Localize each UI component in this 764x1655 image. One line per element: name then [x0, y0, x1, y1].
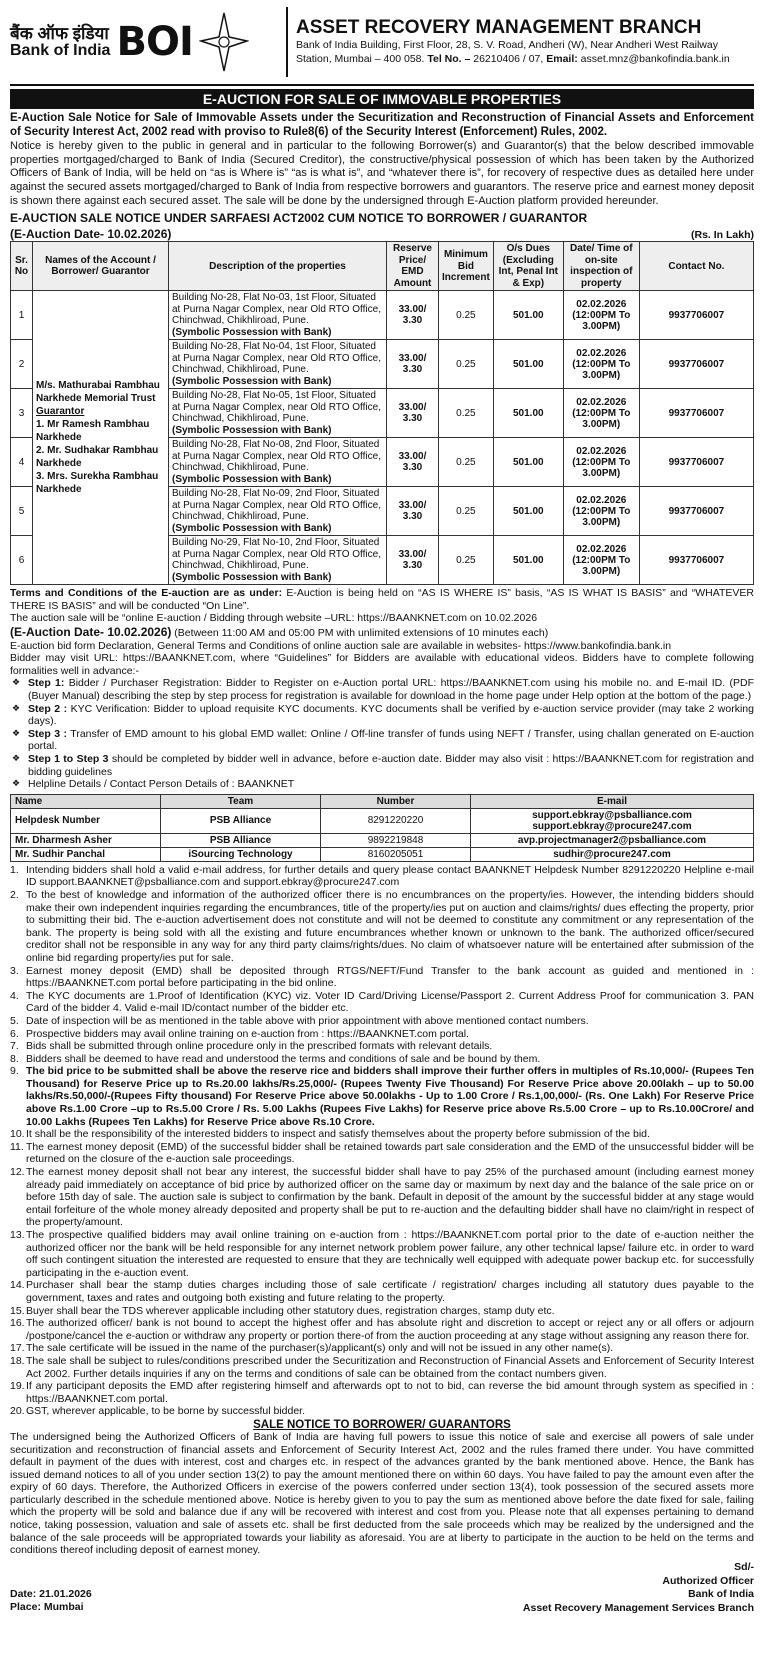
step-text: Bidder / Purchaser Registration: Bidder to Register on e-Auction portal URL: https://BAANKNET.com using his mobile no. and E-mail ID. (PDF (Buyer Manual) describing the step by step process for registration is available for download in the home page under Help option at the bottom of the page.): [28, 677, 754, 703]
condition-item: [10, 1028, 754, 1041]
step-item: [10, 703, 754, 728]
row-min-bid: 0.25: [439, 340, 494, 389]
row-description: [169, 438, 387, 487]
step-text: should be completed by bidder well in advance, before e-auction date. Bidder may also visit : https://BAANKNET.com for registration and bidding guidelines: [28, 753, 754, 778]
table-header-row: [11, 242, 754, 291]
condition-number: 7.: [10, 1040, 19, 1053]
row-min-bid: 0.25: [439, 291, 494, 340]
terms-line-4: Bidder may visit URL: https://BAANKNET.com, where “Guidelines” for Bidders are available with educational videos. Bidders have to complete following formalities well in advance:-: [10, 652, 754, 677]
condition-item: [10, 1229, 754, 1279]
step-item: [10, 728, 754, 753]
contact-name: Mr. Sudhir Panchal: [11, 847, 161, 861]
condition-number: 8.: [10, 1052, 19, 1065]
condition-number: 12.: [10, 1166, 25, 1179]
terms-line-3: E-auction bid form Declaration, General Terms and Conditions of online auction sale are available in websites- https://www.bankofindia.bank.in: [10, 639, 672, 652]
intro-text: Notice is hereby given to the public in general and in particular to the following Borrower(s) and Guarantor(s) that the below described immovable properties mortgaged/charged to Bank of India (Secured Creditor), the constructive/physical possession of which has been taken by the Authorized Officers of Bank of India, will be held on “as is Where is” “as is what is”, and “whatever there is”, for recovery of respective dues as detailed here under against the secured assets mortgaged/charged to Bank of India from respective borrowers and guarantors. The reserve price and earnest money deposit is shown there against each secured asset. The sale will be done by the undersigned through E-Auction platform provided hereunder.: [10, 139, 754, 207]
condition-item: [10, 1279, 754, 1304]
row-sr: 6: [11, 536, 33, 585]
condition-item: [10, 1166, 754, 1229]
condition-item: [10, 1380, 754, 1405]
condition-number: 3.: [10, 964, 19, 977]
footer-branch: Asset Recovery Management Services Branch: [522, 1602, 754, 1615]
contact-name: Mr. Dharmesh Asher: [11, 833, 161, 847]
logo-hindi: बैंक ऑफ इंडिया: [10, 23, 109, 43]
th-names: Names of the Account / Borrower/ Guarantor: [33, 242, 169, 291]
row-contact: 9937706007: [639, 487, 753, 536]
row-dues: 501.00: [493, 487, 563, 536]
contact-team: PSB Alliance: [161, 808, 321, 833]
row-reserve: 33.00/ 3.30: [387, 389, 439, 438]
condition-number: 1.: [10, 863, 19, 876]
condition-text: Intending bidders shall hold a valid e-mail address, for further details and query please contact BAANKNET Helpdesk Number 8291220220 Helpline e-mail ID support.BAANKNET@psballiance.com and support.ebkray@procure247.com: [26, 863, 754, 889]
condition-text: The bid price to be submitted shall be above the reserve rice and bidders shall improve their further offers in multiples of Rs.10,000/- (Rupees Ten Thousand) for Reserve Price up to Rs.20.00 lakhs/Rs.25,000/- (Rupees Twenty Five Thousand) For Reserve Price above 20.00lakh – up to 50.00 lakhs/Rs.50,000/-(Rupees Fifty thousand) For Reserve Price above 50.00lakhs - Up to 1.00 Crore / Rs.1,00,000/- (Rs. One Lakh) For Reserve Price above Rs.1.00 Crore –up to Rs.5.00 Crore / Rs. 5.00 Lakhs (Rupees Five Lakhs) for Reserve price above Rs.5.00 Crore – up to Rs.10.00Crore/ and 10.00 Lakhs (Rupees Ten Lakhs) for Reserve Price above Rs.10 Crore.: [26, 1065, 754, 1128]
borrower-cell: [33, 291, 169, 585]
row-dues: 501.00: [493, 389, 563, 438]
condition-text: Buyer shall bear the TDS wherever applicable including other statutory dues, registration charges, stamp duty etc.: [26, 1304, 555, 1317]
contact-th-team: Team: [161, 794, 321, 808]
th-min-bid: Minimum Bid Increment: [439, 242, 494, 291]
possession-status: (Symbolic Possession with Bank): [172, 473, 332, 485]
step-text: Helpline Details / Contact Person Details of : BAANKNET: [28, 778, 295, 791]
branch-address: [296, 39, 754, 66]
row-dues: 501.00: [493, 536, 563, 585]
step-text: Transfer of EMD amount to his global EMD wallet: Online / Off-line transfer of funds using NEFT / Transfer, using challan generated on E-auction portal.: [28, 727, 754, 753]
logo-english: Bank of India: [10, 41, 111, 59]
branch-info: [296, 17, 754, 66]
condition-number: 18.: [10, 1354, 25, 1367]
condition-text: Bidders shall be deemed to have read and understood the terms and conditions of sale and be bound by them.: [26, 1052, 541, 1065]
possession-status: (Symbolic Possession with Bank): [172, 571, 332, 583]
th-sr: Sr. No: [11, 242, 33, 291]
amount-unit: (Rs. In Lakh): [690, 229, 754, 242]
condition-item: [10, 1141, 754, 1166]
condition-number: 20.: [10, 1405, 25, 1418]
condition-text: GST, wherever applicable, to be borne by successful bidder.: [26, 1405, 305, 1418]
condition-item: [10, 1317, 754, 1342]
terms-line-1: E-Auction is being held on “AS IS WHERE IS” basis, “AS IS WHAT IS BASIS” and “WHATEVER THERE IS BASIS” and will be conducted “On Line”.: [10, 587, 754, 612]
address-line-1: Bank of India Building, First Floor, 28, S. V. Road, Andheri (W), Near Andheri West Railway: [296, 39, 718, 52]
tel-label: Tel No. –: [427, 53, 471, 65]
step-label: Step 1:: [28, 677, 65, 690]
contact-header-row: [11, 794, 754, 808]
terms-intro: [10, 587, 754, 612]
notice-page: [10, 0, 754, 1616]
terms-line-2: The auction sale will be “online E-auction / Bidding through website –URL: https://BAANKNET.com on 10.02.2026: [10, 612, 538, 625]
possession-status: (Symbolic Possession with Bank): [172, 375, 332, 387]
step-label: Step 2 :: [28, 702, 68, 715]
th-date: Date/ Time of on-site inspection of property: [563, 242, 639, 291]
footer-bank: Bank of India: [688, 1588, 754, 1601]
condition-item: [10, 1053, 754, 1066]
th-contact: Contact No.: [639, 242, 753, 291]
terms-date-rest: (Between 11:00 AM and 05:00 PM with unlimited extensions of 10 minutes each): [171, 627, 549, 640]
address-line-2: Station, Mumbai – 400 058.: [296, 53, 428, 65]
condition-text: The prospective qualified bidders may avail online training on e-auction from : https://BAANKNET.com portal prior to the date of e-auction neither the authorized officer nor the bank will be held responsible for any internet network problem power failure, any other technical lapse/ failure etc. in order to ward off such contingent situation the interested are requested to ensure that they are technically well equipped with adequate power backup etc. for successfully participating in the e-auction event.: [26, 1229, 754, 1279]
terms-title: Terms and Conditions of the E-auction are as under:: [10, 587, 283, 600]
notice-banner: E-AUCTION FOR SALE OF IMMOVABLE PROPERTIES: [10, 89, 754, 109]
email-value: asset.mnz@bankofindia.bank.in: [577, 53, 730, 65]
condition-text: It shall be the responsibility of the interested bidders to inspect and satisfy themselves about the property before submission of the bid.: [26, 1128, 650, 1141]
tel-value: 26210406 / 07,: [470, 53, 547, 65]
guarantor-2: 2. Mr. Sudhakar Rambhau Narkhede: [36, 445, 159, 470]
sale-notice-title: SALE NOTICE TO BORROWER/ GUARANTORS: [253, 1418, 511, 1431]
row-contact: 9937706007: [639, 536, 753, 585]
contact-row: [11, 833, 754, 847]
step-label: Step 3 :: [28, 727, 68, 740]
row-date: 02.02.2026 (12:00PM To 3.00PM): [563, 438, 639, 487]
header: [10, 0, 754, 86]
condition-item: [10, 1015, 754, 1028]
contact-table: [10, 794, 754, 862]
row-date: 02.02.2026 (12:00PM To 3.00PM): [563, 340, 639, 389]
property-description: Building No-29, Flat No-10, 2nd Floor, Situated at Purna Nagar Complex, near Old RTO Office, Chinchwad, Chikhliroad, Pune.: [172, 537, 381, 572]
logo-mark: BOI: [116, 19, 193, 65]
condition-number: 16.: [10, 1317, 25, 1330]
condition-number: 5.: [10, 1014, 19, 1027]
property-description: Building No-28, Flat No-05, 1st Floor, Situated at Purna Nagar Complex, near Old RTO Office, Chinchwad, Chikhliroad, Pune.: [172, 390, 381, 425]
guarantor-3: 3. Mrs. Surekha Rambhau Narkhede: [36, 471, 159, 496]
contact-email: support.ebkray@psballiance.com support.ebkray@procure247.com: [471, 808, 754, 833]
row-min-bid: 0.25: [439, 389, 494, 438]
row-sr: 2: [11, 340, 33, 389]
auction-date: (E-Auction Date- 10.02.2026): [10, 226, 172, 241]
condition-number: 15.: [10, 1304, 25, 1317]
contact-row: [11, 808, 754, 833]
row-contact: 9937706007: [639, 389, 753, 438]
step-label: Step 1 to Step 3: [28, 753, 109, 765]
intro-heading: E-Auction Sale Notice for Sale of Immovable Assets under the Securitization and Reconstruction of Financial Assets and Enforcement of Security Interest Act, 2002 read with proviso to Rule8(6) of the Security Interest (Enforcement) Rules, 2002.: [10, 112, 754, 139]
steps-list: [10, 677, 754, 790]
condition-text: Prospective bidders may avail online training on e-auction from : https://BAANKNET.com portal.: [26, 1027, 469, 1040]
condition-number: 9.: [10, 1065, 19, 1078]
contact-email: sudhir@procure247.com: [471, 847, 754, 861]
footer: [10, 1575, 754, 1616]
branch-title: ASSET RECOVERY MANAGEMENT BRANCH: [296, 17, 702, 39]
contact-number: 9892219848: [321, 833, 471, 847]
guarantor-1: 1. Mr Ramesh Rambhau Narkhede: [36, 419, 150, 444]
row-reserve: 33.00/ 3.30: [387, 536, 439, 585]
row-contact: 9937706007: [639, 291, 753, 340]
condition-number: 17.: [10, 1342, 25, 1355]
condition-item: [10, 1342, 754, 1355]
borrower-name: M/s. Mathurabai Rambhau Narkhede Memorial Trust: [36, 380, 160, 405]
condition-item: [10, 1355, 754, 1380]
row-description: [169, 536, 387, 585]
row-min-bid: 0.25: [439, 438, 494, 487]
row-description: [169, 291, 387, 340]
row-reserve: 33.00/ 3.30: [387, 340, 439, 389]
row-dues: 501.00: [493, 291, 563, 340]
header-divider: [286, 7, 288, 77]
condition-item: [10, 1305, 754, 1318]
row-sr: 5: [11, 487, 33, 536]
signature-sd: Sd/-: [734, 1560, 754, 1573]
bank-logo: [10, 11, 280, 73]
contact-number: 8291220220: [321, 808, 471, 833]
property-table: [10, 241, 754, 585]
property-description: Building No-28, Flat No-08, 2nd Floor, Situated at Purna Nagar Complex, near Old RTO Office, Chinchwad, Chikhliroad, Pune.: [172, 439, 381, 474]
condition-item: [10, 1065, 754, 1128]
row-dues: 501.00: [493, 438, 563, 487]
contact-th-email: E-mail: [471, 794, 754, 808]
sale-notice-text: The undersigned being the Authorized Officers of Bank of India are having full powers to issue this notice of sale and exercise all powers of sale under securitization and reconstruction of financial assets and Enforcement of Security Interest Act, 2002 and the rules framed there under. You have committed default in payment of the dues with interest, cost and charges etc. in respect of the advances granted by the bank mentioned above. Hence, the Bank has issued demand notices to all of you under section 13(2) to pay the amount mentioned there on within 60 days. You have failed to pay the amount even after the expiry of 60 days. Therefore, the Authorized Officers in exercise of the powers conferred under section 13(4), took possession of the secured assets more particularly described in the schedule mentioned above. Notice is hereby given to you to pay the sum as mentioned above before the date fixed for sale, failing which the property will be sold and balance due if any will be recovered with interest and cost from you. Please note that all expenses pertaining to demand notice, taking possession, valuation and sale of assets etc. shall be first deducted from the sale proceeds which may be realized by the undersigned and the balance of the sale proceeds will be appropriated towards your liability as aforesaid. You are at liberty to participate in the auction to be held on the terms and conditions thereof including deposit of earnest money.: [10, 1430, 754, 1557]
contact-number: 8160205051: [321, 847, 471, 861]
condition-text: If any participant deposits the EMD after registering himself and afterwards opt to not to bid, can reverse the bid amount through system as specified in : https://BAANKNET.com portal.: [26, 1380, 754, 1405]
th-dues: O/s Dues (Excluding Int, Penal Int & Exp): [493, 242, 563, 291]
property-description: Building No-28, Flat No-03, 1st Floor, Situated at Purna Nagar Complex, near Old RTO Office, Chinchwad, Chikhliroad, Pune.: [172, 292, 381, 327]
row-min-bid: 0.25: [439, 536, 494, 585]
condition-item: [10, 1405, 754, 1418]
condition-text: The KYC documents are 1.Proof of Identification (KYC) viz. Voter ID Card/Driving License/Passport 2. Current Address Proof for communication 3. PAN Card of the bidder 4. Valid e-mail ID/contact number of the bidder etc.: [26, 989, 754, 1015]
condition-text: The authorized officer/ bank is not bound to accept the highest offer and has absolute right and discretion to accept or reject any or all offers or adjourn /postpone/cancel the e-auction or withdraw any property or portion there-of from the auction proceeding at any stage without assigning any reason there for.: [26, 1317, 754, 1342]
condition-number: 2.: [10, 888, 19, 901]
row-min-bid: 0.25: [439, 487, 494, 536]
row-reserve: 33.00/ 3.30: [387, 291, 439, 340]
condition-item: [10, 965, 754, 990]
row-date: 02.02.2026 (12:00PM To 3.00PM): [563, 389, 639, 438]
row-reserve: 33.00/ 3.30: [387, 487, 439, 536]
row-date: 02.02.2026 (12:00PM To 3.00PM): [563, 291, 639, 340]
contact-th-number: Number: [321, 794, 471, 808]
step-item: [10, 753, 754, 778]
contact-team: iSourcing Technology: [161, 847, 321, 861]
condition-item: [10, 1128, 754, 1141]
row-contact: 9937706007: [639, 340, 753, 389]
th-desc: Description of the properties: [169, 242, 387, 291]
condition-number: 10.: [10, 1128, 25, 1141]
step-item: [10, 778, 754, 791]
terms-date-bold: (E-Auction Date- 10.02.2026): [10, 625, 172, 640]
condition-number: 4.: [10, 989, 19, 1002]
guarantor-label: Guarantor: [36, 406, 85, 418]
property-description: Building No-28, Flat No-09, 2nd Floor, Situated at Purna Nagar Complex, near Old RTO Office, Chinchwad, Chikhliroad, Pune.: [172, 488, 381, 523]
condition-number: 13.: [10, 1229, 25, 1241]
footer-officer: Authorized Officer: [662, 1574, 754, 1587]
row-sr: 4: [11, 438, 33, 487]
possession-status: (Symbolic Possession with Bank): [172, 424, 332, 436]
row-description: [169, 340, 387, 389]
th-reserve: Reserve Price/ EMD Amount: [387, 242, 439, 291]
condition-number: 14.: [10, 1279, 25, 1292]
condition-text: Date of inspection will be as mentioned in the table above with prior appointment with above mentioned contact numbers.: [26, 1014, 589, 1027]
row-reserve: 33.00/ 3.30: [387, 438, 439, 487]
contact-row: [11, 847, 754, 861]
condition-text: Purchaser shall bear the stamp duties charges including those of sale certificate / registration/ charges including all statutory dues payable to the government, taxes and rates and outgoing both existing and future relating to the property.: [26, 1279, 754, 1304]
step-text: KYC Verification: Bidder to upload requisite KYC documents. KYC documents shall be verified by e-auction service provider (may take 2 working days).: [28, 702, 754, 728]
row-date: 02.02.2026 (12:00PM To 3.00PM): [563, 487, 639, 536]
star-icon: [199, 11, 249, 73]
row-sr: 1: [11, 291, 33, 340]
condition-item: [10, 864, 754, 889]
condition-item: [10, 889, 754, 965]
condition-number: 11.: [10, 1140, 24, 1153]
condition-text: The earnest money deposit shall not bear any interest, the successful bidder shall have to pay 25% of the purchased amount (including earnest money already paid immediately on acceptance of bid price by authorized officer on the same day or maximum by next day and the balance of the sale price on or before 15th day of sale. The auction sale is subject to confirmation by the bank. Default in deposit of the amount by the successful bidder at any stage would entail forfeiture of the whole money already deposited and property shall be put to re-auction and the defaulting bidder shall have no claim/right in respect of the property/amount.: [26, 1166, 754, 1229]
row-contact: 9937706007: [639, 438, 753, 487]
step-item: [10, 677, 754, 702]
condition-number: 6.: [10, 1027, 19, 1040]
condition-text: Earnest money deposit (EMD) shall be deposited through RTGS/NEFT/Fund Transfer to the bank account as guided and mentioned in : https://BAANKNET.com portal before participating in the bid online.: [26, 964, 754, 990]
contact-email: avp.projectmanager2@psballiance.com: [471, 833, 754, 847]
row-description: [169, 389, 387, 438]
email-label: Email:: [546, 53, 578, 65]
row-date: 02.02.2026 (12:00PM To 3.00PM): [563, 536, 639, 585]
possession-status: (Symbolic Possession with Bank): [172, 522, 332, 534]
conditions-list: [10, 864, 754, 1418]
table-row: [11, 291, 754, 340]
contact-team: PSB Alliance: [161, 833, 321, 847]
condition-text: The sale shall be subject to rules/conditions prescribed under the Securitization and Reconstruction of Financial Assets and Enforcement of Security Interest Act 2002. Further details inquiries if any on the terms and conditions of sale can be obtained from the contact numbers given.: [26, 1354, 754, 1380]
row-dues: 501.00: [493, 340, 563, 389]
footer-place: Place: Mumbai: [10, 1601, 84, 1614]
row-description: [169, 487, 387, 536]
condition-text: The earnest money deposit (EMD) of the successful bidder shall be retained towards part sale consideration and the EMD of the unsuccessful bidder will be returned on the closure of the e-auction sale proceedings.: [26, 1140, 754, 1166]
condition-text: The sale certificate will be issued in the name of the purchaser(s)/applicant(s) only and will not be issued in any other name(s).: [26, 1342, 614, 1355]
condition-item: [10, 1040, 754, 1053]
row-sr: 3: [11, 389, 33, 438]
section-title: E-AUCTION SALE NOTICE UNDER SARFAESI ACT2002 CUM NOTICE TO BORROWER / GUARANTOR: [10, 210, 588, 225]
property-description: Building No-28, Flat No-04, 1st Floor, Situated at Purna Nagar Complex, near Old RTO Office, Chinchwad, Chikhliroad, Pune.: [172, 341, 381, 376]
condition-item: [10, 990, 754, 1015]
condition-text: To the best of knowledge and information of the authorized officer there is no encumbrances on the property/ies. However, the intending bidders should make their own independent inquiries regarding the encumbrances, title of the property/ies put on auction and claims/rights/ dues effecting the property, prior to submitting their bid. The e-auction advertisement does not constitute and will not be deemed to constitute any commitment or any representation of the bank. The property is being sold with all the existing and future encumbrances whether known or unknown to the bank. The authorized officer/secured creditor shall not be responsible in any way for any third party claims/rights/dues. No claim of whatsoever nature will be entertained after submission of the online bid regarding property/ies put for sale.: [26, 888, 754, 964]
contact-th-name: Name: [11, 794, 161, 808]
possession-status: (Symbolic Possession with Bank): [172, 326, 332, 338]
footer-date: Date: 21.01.2026: [10, 1587, 92, 1600]
contact-name: Helpdesk Number: [11, 808, 161, 833]
condition-text: Bids shall be submitted through online procedure only in the prescribed formats with relevant details.: [26, 1040, 493, 1053]
terms-date: [10, 625, 754, 640]
condition-number: 19.: [10, 1380, 25, 1393]
